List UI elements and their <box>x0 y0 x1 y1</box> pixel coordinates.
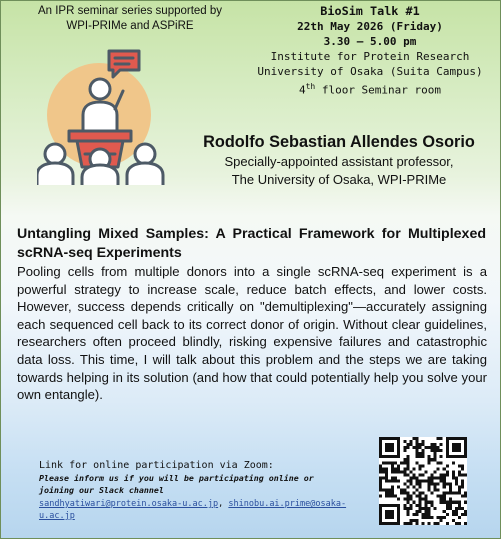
speaker-name: Rodolfo Sebastian Allendes Osorio <box>203 133 475 151</box>
speaker-info <box>183 132 495 189</box>
event-title: BioSim Talk #1 <box>320 4 420 18</box>
event-room <box>239 79 501 98</box>
event-university: University of Osaka (Suita Campus) <box>257 65 483 78</box>
event-time: 3.30 – 5.00 pm <box>323 35 417 48</box>
event-date: 22th May 2026 (Friday) <box>297 20 443 33</box>
floor-suffix: th <box>305 82 316 91</box>
speaker-position: Specially-appointed assistant professor, <box>224 154 454 169</box>
presenter-at-podium-icon <box>37 37 177 185</box>
email-link-2[interactable]: shinobu.ai.prime@osaka-u.ac.jp <box>39 499 347 521</box>
zoom-note-line-2: joining our Slack channel <box>39 484 164 495</box>
email-link-1[interactable]: sandhyatiwari@protein.osaka-u.ac.jp <box>39 499 219 509</box>
event-institute: Institute for Protein Research <box>270 50 470 63</box>
zoom-info <box>39 459 369 522</box>
zoom-label: Link for online participation via Zoom: <box>39 460 274 471</box>
talk-title: Untangling Mixed Samples: A Practical Framework for Multiplexed scRNA-seq Experiments <box>17 226 486 261</box>
email-separator: , <box>218 499 229 509</box>
contact-emails <box>39 498 369 522</box>
series-line-1: An IPR seminar series supported by <box>37 5 223 17</box>
zoom-note-line-1: Please inform us if you will be participating online or <box>39 473 314 483</box>
speaker-affiliation: The University of Osaka, WPI-PRIMe <box>231 172 447 187</box>
zoom-qr-code[interactable] <box>379 437 467 525</box>
series-line-2: WPI-PRIMe and ASPiRE <box>66 20 194 32</box>
seminar-series-header <box>17 4 243 34</box>
talk-abstract: Pooling cells from multiple donors into a single scRNA-seq experiment is a powerful strategy to increase scale, reduce batch effects, and lower costs. However, success depends critically on "demultiplexing"—accurately assigning each sequenced cell back to its correct donor of origin. Without clear guidelines, researchers often proceed blindly, risking expensive failures and catastrophic data loss. This time, I will talk about this problem and the steps we are taking towards helping in its solution (and how that could potentially help you solve your own entangle). <box>17 264 487 403</box>
event-details <box>239 4 501 98</box>
floor-room: floor Seminar room <box>315 83 442 97</box>
floor-number: 4 <box>298 83 306 97</box>
